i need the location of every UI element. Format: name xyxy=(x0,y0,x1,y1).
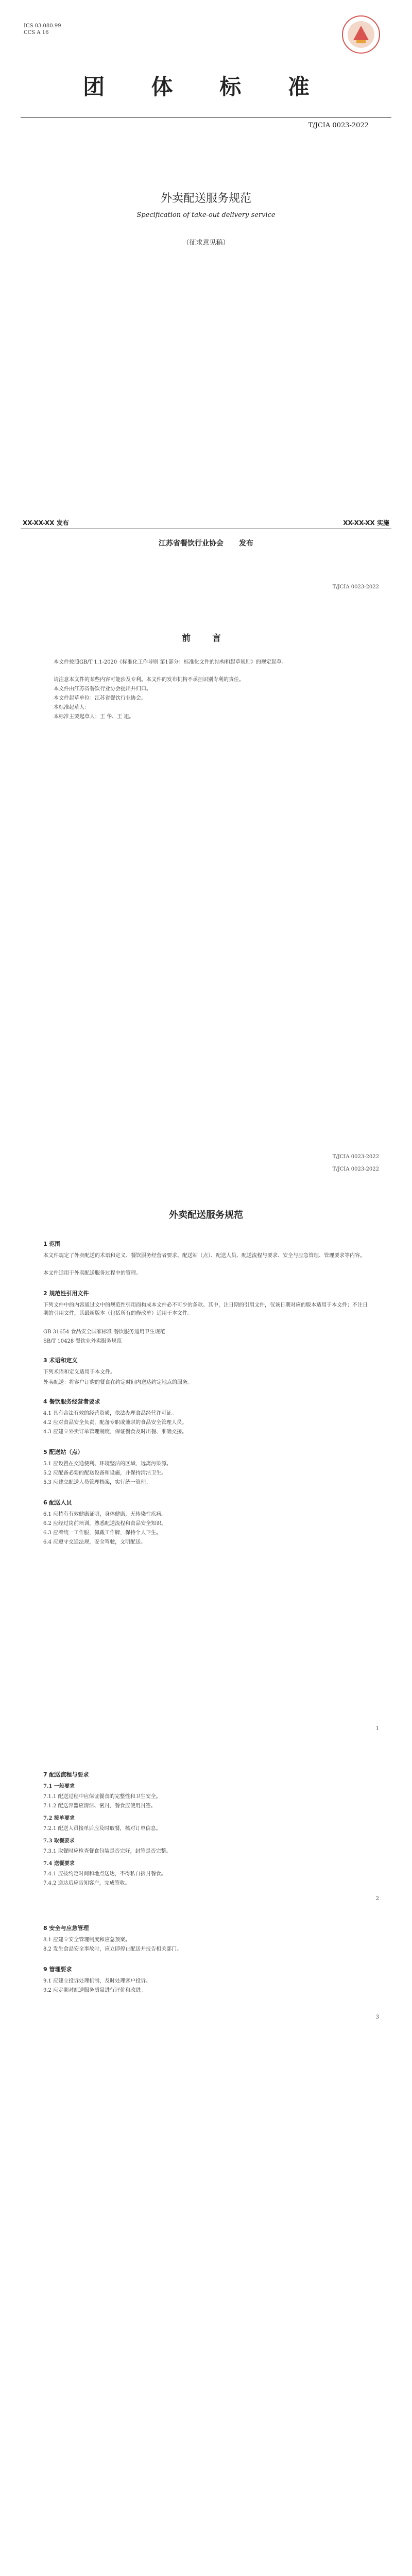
section-paragraph: 本文件规定了外卖配送的术语和定义、餐饮服务经营者要求、配送站（点）、配送人员、配送流程与要求、安全与应急管理、管理要求等内容。 xyxy=(43,1253,365,1259)
cover-page xyxy=(0,0,412,582)
foreword-header-number: T/JCIA 0023-2022 xyxy=(332,584,379,590)
foreword-page xyxy=(0,582,412,1164)
ics-code xyxy=(24,23,61,36)
section-paragraph: 6.4 应遵守交通法规，安全驾驶，文明配送。 xyxy=(43,1539,146,1545)
section-heading: 1 范围 xyxy=(43,1241,61,1247)
section-paragraph: 9.1 应建立投诉处理机制，及时处理客户投诉。 xyxy=(43,1978,151,1984)
section-heading: 2 规范性引用文件 xyxy=(43,1290,89,1297)
page-number: 2 xyxy=(375,1896,379,1902)
page-number: 1 xyxy=(375,1726,379,1732)
section-paragraph: 下列术语和定义适用于本文件。 xyxy=(43,1369,115,1375)
section-paragraph: 本文件适用于外卖配送服务过程中的管理。 xyxy=(43,1270,141,1276)
ics-number: ICS 03.080.99 xyxy=(24,23,61,29)
section-paragraph: 4.2 应对食品安全负责，配备专职或兼职的食品安全管理人员。 xyxy=(43,1420,187,1426)
foreword-paragraph: 本文件起草单位：江苏省餐饮行业协会。 xyxy=(54,696,146,701)
section-heading: 7 配送流程与要求 xyxy=(43,1771,89,1778)
section-paragraph: GB 31654 食品安全国家标准 餐饮服务通用卫生规范 xyxy=(43,1329,165,1335)
section-paragraph: 7.4.1 应按约定时间和地点送达，不得私自拆封餐食。 xyxy=(43,1871,166,1877)
body-title: 外卖配送服务规范 xyxy=(169,1210,243,1221)
section-paragraph: 7.4.2 送达后应告知客户，完成签收。 xyxy=(43,1880,130,1886)
section-paragraph: 6.3 应着统一工作服，佩戴工作牌，保持个人卫生。 xyxy=(43,1530,162,1536)
section-paragraph: 9.2 应定期对配送服务质量进行评价和改进。 xyxy=(43,1988,146,1993)
foreword-title: 前 言 xyxy=(182,633,230,643)
section-heading: 6 配送人员 xyxy=(43,1499,72,1506)
ccs-number: CCS A 16 xyxy=(24,30,49,36)
foreword-paragraph: 本标准主要起草人：王 华、王 旭。 xyxy=(54,714,134,720)
publish-word: 发布 xyxy=(239,539,253,548)
section-paragraph: 6.2 应经过岗前培训，熟悉配送流程和食品安全知识。 xyxy=(43,1521,167,1527)
body-page xyxy=(0,1164,412,2576)
section-paragraph: 7.1.1 配送过程中应保证餐食的完整性和卫生安全。 xyxy=(43,1794,161,1800)
foreword-footer-number: T/JCIA 0023-2022 xyxy=(332,1154,379,1160)
cover-top-rule xyxy=(21,117,391,118)
section-paragraph: 5.1 应设置在交通便利、环境整洁的区域，远离污染源。 xyxy=(43,1461,172,1467)
section-paragraph: 8.2 发生食品安全事故时，应立即停止配送并报告相关部门。 xyxy=(43,1946,182,1952)
publish-date: XX-XX-XX 发布 xyxy=(23,519,69,527)
association-logo-icon xyxy=(341,14,381,55)
foreword-paragraph: 请注意本文件的某些内容可能涉及专利。本文件的发布机构不承担识别专利的责任。 xyxy=(54,677,244,683)
section-paragraph: 8.1 应建立安全管理制度和应急预案。 xyxy=(43,1937,131,1943)
foreword-paragraph: 本标准起草人： xyxy=(54,705,90,710)
section-heading: 3 术语和定义 xyxy=(43,1357,78,1364)
section-paragraph: 7.2.1 配送人员接单后应及时取餐，核对订单信息。 xyxy=(43,1826,161,1832)
page-number: 3 xyxy=(375,2014,379,2020)
implement-date: XX-XX-XX 实施 xyxy=(343,519,389,527)
foreword-paragraph: 本文件按照GB/T 1.1-2020《标准化工作导则 第1部分：标准化文件的结构和起草规则》的规定起草。 xyxy=(54,659,287,665)
body-header-number: T/JCIA 0023-2022 xyxy=(332,1166,379,1172)
section-paragraph: 4.3 应建立外卖订单管理制度，保证餐食及时出餐、准确交接。 xyxy=(43,1429,187,1435)
issuer-name: 江苏省餐饮行业协会 xyxy=(159,539,224,548)
section-heading: 8 安全与应急管理 xyxy=(43,1925,89,1931)
section-heading: 5 配送站（点） xyxy=(43,1449,83,1455)
document-title-cn: 外卖配送服务规范 xyxy=(160,192,251,205)
document-title-en: Specification of take-out delivery service xyxy=(136,211,276,219)
foreword-paragraph: 本文件由江苏省餐饮行业协会提出并归口。 xyxy=(54,686,151,692)
document-type-title: 团 体 标 准 xyxy=(83,74,329,99)
section-paragraph: 7.3.1 取餐时应检查餐食包装是否完好，封签是否完整。 xyxy=(43,1849,171,1854)
section-paragraph: 外卖配送：将客户订购的餐食在约定时间内送达约定地点的服务。 xyxy=(43,1380,193,1385)
section-paragraph: 7.4 送餐要求 xyxy=(43,1861,75,1867)
section-paragraph: SB/T 10428 餐饮业外卖服务规范 xyxy=(43,1338,122,1344)
section-paragraph: 7.2 接单要求 xyxy=(43,1816,75,1821)
section-paragraph: 7.1 一般要求 xyxy=(43,1784,75,1789)
section-heading: 9 管理要求 xyxy=(43,1966,72,1973)
draft-note: （征求意见稿） xyxy=(182,239,230,247)
section-paragraph: 7.1.2 配送容器应清洁、密封，餐食应使用封签。 xyxy=(43,1803,156,1809)
section-paragraph: 5.3 应建立配送人员管理档案，实行统一管理。 xyxy=(43,1480,151,1485)
section-paragraph: 4.1 具有合法有效的经营资质，依法办理食品经营许可证。 xyxy=(43,1411,177,1416)
section-paragraph: 5.2 应配备必要的配送设备和设施，并保持清洁卫生。 xyxy=(43,1470,167,1476)
section-paragraph: 6.1 应持有有效健康证明，身体健康，无传染性疾病。 xyxy=(43,1512,167,1517)
section-paragraph: 7.3 取餐要求 xyxy=(43,1838,75,1844)
section-paragraph: 下列文件中的内容通过文中的规范性引用而构成本文件必不可少的条款。其中，注日期的引用文件，仅该日期对应的版本适用于本文件；不注日期的引用文件，其最新版本（包括所有的修改单）适用于本文件。 xyxy=(43,1302,368,1316)
standard-number: T/JCIA 0023-2022 xyxy=(308,122,369,129)
issuer-line xyxy=(0,538,412,548)
section-heading: 4 餐饮服务经营者要求 xyxy=(43,1398,100,1405)
